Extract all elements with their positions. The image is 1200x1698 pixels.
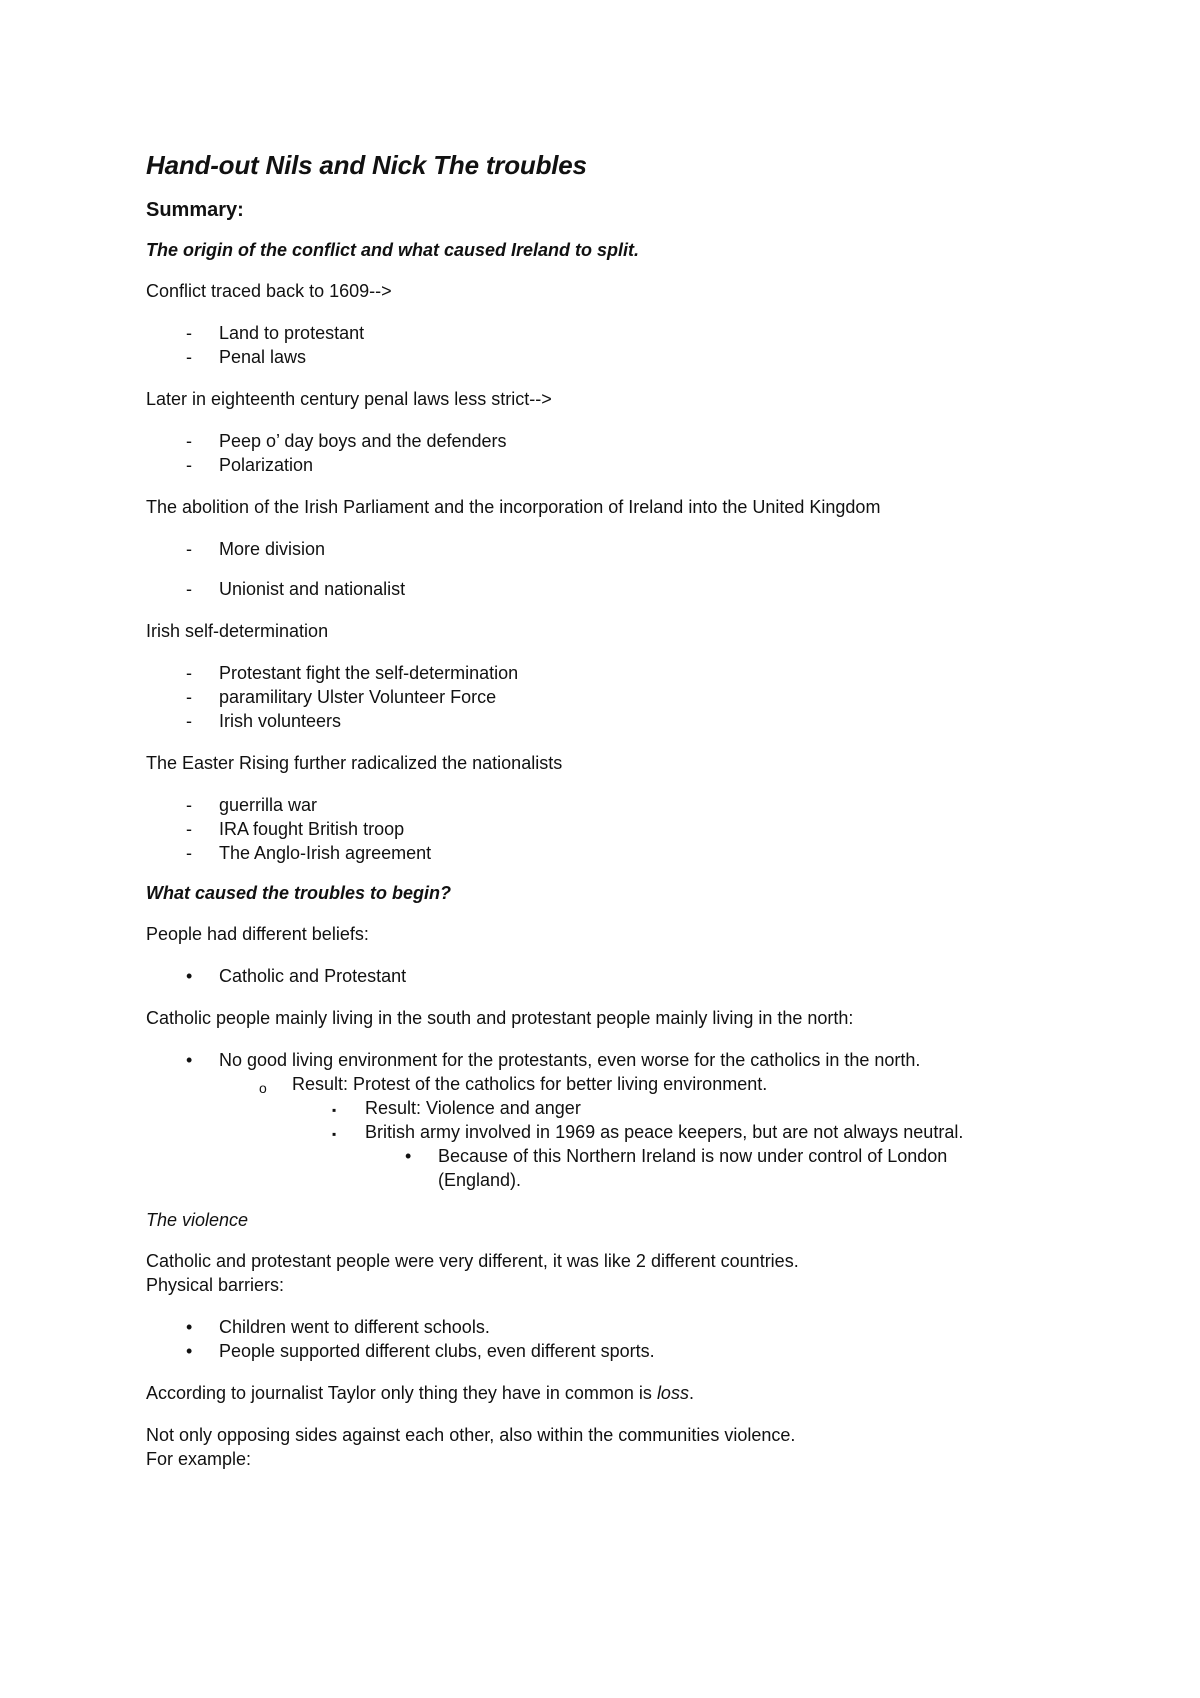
list-item: ▪ British army involved in 1969 as peace keepers, but are not always neutral.	[146, 1120, 1046, 1144]
bullet-marker: •	[186, 1317, 193, 1337]
list-item: o Result: Protest of the catholics for better living environment.	[146, 1072, 1046, 1096]
bullet-marker: •	[405, 1146, 412, 1166]
nested-list-living	[146, 1048, 1046, 1192]
paragraph-conflict: Conflict traced back to 1609-->	[146, 281, 392, 301]
bullet-marker: •	[186, 1341, 193, 1361]
list-item: • Because of this Northern Ireland is now under control of London	[405, 1146, 948, 1166]
list-item: - Unionist and nationalist	[186, 579, 406, 599]
square-marker: ▪	[332, 1103, 337, 1117]
list-item: - Land to protestant	[186, 323, 365, 343]
dash-marker: -	[186, 539, 192, 559]
paragraph-barriers: Physical barriers:	[146, 1275, 285, 1295]
dash-marker: -	[186, 431, 192, 451]
paragraph-living: Catholic people mainly living in the south and protestant people mainly living in the north:	[146, 1008, 854, 1028]
emphasis-loss: loss	[656, 1383, 689, 1403]
list-spacer	[146, 561, 1046, 577]
paragraph-opposing: Not only opposing sides against each other, also within the communities violence.	[146, 1425, 796, 1445]
section-heading-violence: The violence	[146, 1210, 249, 1230]
dash-marker: -	[186, 711, 192, 731]
dash-marker: -	[186, 579, 192, 599]
paragraph-taylor: According to journalist Taylor only thing they have in common is loss.	[146, 1383, 694, 1403]
list-item: • No good living environment for the protestants, even worse for the catholics in the north.	[186, 1050, 921, 1070]
paragraph-later: Later in eighteenth century penal laws less strict-->	[146, 389, 552, 409]
bullet-marker: •	[186, 1050, 193, 1070]
list-item: - paramilitary Ulster Volunteer Force	[186, 687, 497, 707]
document-title: Hand-out Nils and Nick The troubles	[146, 150, 587, 180]
list-item: - Peep o’ day boys and the defenders	[186, 431, 507, 451]
list-item-continuation: (England).	[438, 1170, 522, 1190]
dash-marker: -	[186, 455, 192, 475]
list-item: - Polarization	[186, 455, 314, 475]
list-item: • People supported different clubs, even different sports.	[186, 1341, 655, 1361]
list-item: ▪ Result: Violence and anger	[146, 1096, 1046, 1120]
list-beliefs	[146, 964, 1046, 988]
section-heading-origin: The origin of the conflict and what caused Ireland to split.	[146, 240, 640, 260]
list-item: • Catholic and Protestant	[186, 966, 407, 986]
list-item: • Children went to different schools.	[186, 1317, 490, 1337]
dash-marker: -	[186, 843, 192, 863]
paragraph-abolition: The abolition of the Irish Parliament and the incorporation of Ireland into the United Kingdom	[146, 497, 881, 517]
list-item: - The Anglo-Irish agreement	[186, 843, 432, 863]
document-page	[146, 140, 1046, 1489]
list-later	[146, 429, 1046, 477]
list-item: - IRA fought British troop	[186, 819, 405, 839]
dash-marker: -	[186, 687, 192, 707]
dash-marker: -	[186, 795, 192, 815]
list-self-determination	[146, 661, 1046, 733]
list-conflict	[146, 321, 1046, 369]
list-item: - More division	[186, 539, 326, 559]
dash-marker: -	[186, 347, 192, 367]
paragraph-different: Catholic and protestant people were very different, it was like 2 different countries.	[146, 1251, 799, 1271]
dash-marker: -	[186, 819, 192, 839]
list-item: - guerrilla war	[186, 795, 318, 815]
dash-marker: -	[186, 323, 192, 343]
dash-marker: -	[186, 663, 192, 683]
section-heading-troubles-begin: What caused the troubles to begin?	[146, 883, 452, 903]
list-easter-rising	[146, 793, 1046, 865]
paragraph-example: For example:	[146, 1449, 252, 1469]
paragraph-beliefs: People had different beliefs:	[146, 924, 369, 944]
list-item: - Penal laws	[186, 347, 307, 367]
square-marker: ▪	[332, 1127, 337, 1141]
paragraph-self-determination: Irish self-determination	[146, 621, 329, 641]
list-item: - Protestant fight the self-determination	[186, 663, 519, 683]
list-barriers	[146, 1315, 1046, 1363]
paragraph-easter-rising: The Easter Rising further radicalized the nationalists	[146, 753, 563, 773]
circle-marker: o	[259, 1080, 267, 1096]
list-abolition	[146, 537, 1046, 601]
bullet-marker: •	[186, 966, 193, 986]
summary-label: Summary:	[146, 199, 244, 221]
list-item: - Irish volunteers	[186, 711, 342, 731]
